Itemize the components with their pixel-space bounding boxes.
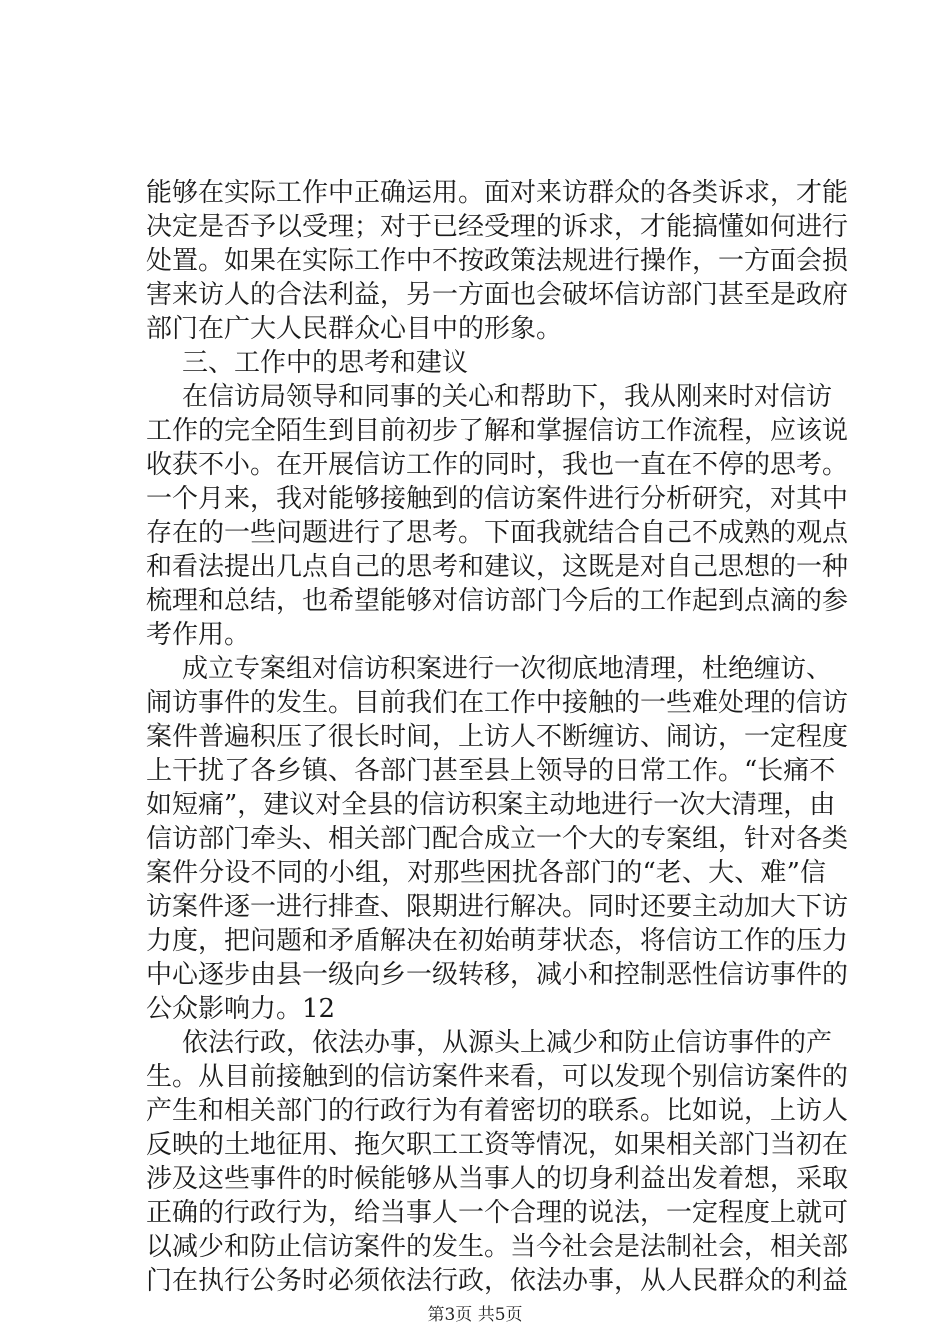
text-line: 考作用。 xyxy=(146,620,251,650)
text-line: 能够在实际工作中正确运用。面对来访群众的各类诉求，才能 xyxy=(146,178,849,208)
text-line: 收获不小。在开展信访工作的同时，我也一直在不停的思考。 xyxy=(146,450,849,480)
text-line: 依法行政，依法办事，从源头上减少和防止信访事件的产 xyxy=(182,1028,833,1058)
text-line: 害来访人的合法利益，另一方面也会破坏信访部门甚至是政府 xyxy=(146,280,849,310)
text-line: 案件普遍积压了很长时间，上访人不断缠访、闹访，一定程度 xyxy=(146,722,849,752)
text-line: 如短痛”，建议对全县的信访积案主动地进行一次大清理，由 xyxy=(146,790,836,820)
text-line: 访案件逐一进行排查、限期进行解决。同时还要主动加大下访 xyxy=(146,892,849,922)
text-line: 处置。如果在实际工作中不按政策法规进行操作，一方面会损 xyxy=(146,246,849,276)
text-line: 产生和相关部门的行政行为有着密切的联系。比如说，上访人 xyxy=(146,1096,849,1126)
text-line: 门在执行公务时必须依法行政，依法办事，从人民群众的利益 xyxy=(146,1266,849,1296)
text-line: 存在的一些问题进行了思考。下面我就结合自己不成熟的观点 xyxy=(146,518,849,548)
text-line: 正确的行政行为，给当事人一个合理的说法，一定程度上就可 xyxy=(146,1198,849,1228)
text-line: 工作的完全陌生到目前初步了解和掌握信访工作流程，应该说 xyxy=(146,416,849,446)
text-line: 案件分设不同的小组，对那些困扰各部门的“老、大、难”信 xyxy=(146,858,826,888)
text-line: 成立专案组对信访积案进行一次彻底地清理，杜绝缠访、 xyxy=(182,654,833,684)
text-line: 闹访事件的发生。目前我们在工作中接触的一些难处理的信访 xyxy=(146,688,849,718)
section-heading: 三、工作中的思考和建议 xyxy=(182,348,469,378)
text-line: 部门在广大人民群众心目中的形象。 xyxy=(146,314,563,344)
text-line: 和看法提出几点自己的思考和建议，这既是对自己思想的一种 xyxy=(146,552,849,582)
text-line: 反映的土地征用、拖欠职工工资等情况，如果相关部门当初在 xyxy=(146,1130,849,1160)
text-line: 梳理和总结，也希望能够对信访部门今后的工作起到点滴的参 xyxy=(146,586,849,616)
text-line: 涉及这些事件的时候能够从当事人的切身利益出发着想，采取 xyxy=(146,1164,849,1194)
text-line: 决定是否予以受理；对于已经受理的诉求，才能搞懂如何进行 xyxy=(146,212,849,242)
text-line: 信访部门牵头、相关部门配合成立一个大的专案组，针对各类 xyxy=(146,824,849,854)
text-line: 中心逐步由县一级向乡一级转移，减小和控制恶性信访事件的 xyxy=(146,960,849,990)
text-line: 公众影响力。12 xyxy=(146,994,336,1024)
text-line: 力度，把问题和矛盾解决在初始萌芽状态，将信访工作的压力 xyxy=(146,926,849,956)
text-line: 一个月来，我对能够接触到的信访案件进行分析研究，对其中 xyxy=(146,484,849,514)
page-number-footer: 第3页 共5页 xyxy=(427,1305,523,1325)
text-line: 在信访局领导和同事的关心和帮助下，我从刚来时对信访 xyxy=(182,382,833,412)
text-line: 以减少和防止信访案件的发生。当今社会是法制社会，相关部 xyxy=(146,1232,849,1262)
text-line: 上干扰了各乡镇、各部门甚至县上领导的日常工作。“长痛不 xyxy=(146,756,836,786)
text-line: 生。从目前接触到的信访案件来看，可以发现个别信访案件的 xyxy=(146,1062,849,1092)
